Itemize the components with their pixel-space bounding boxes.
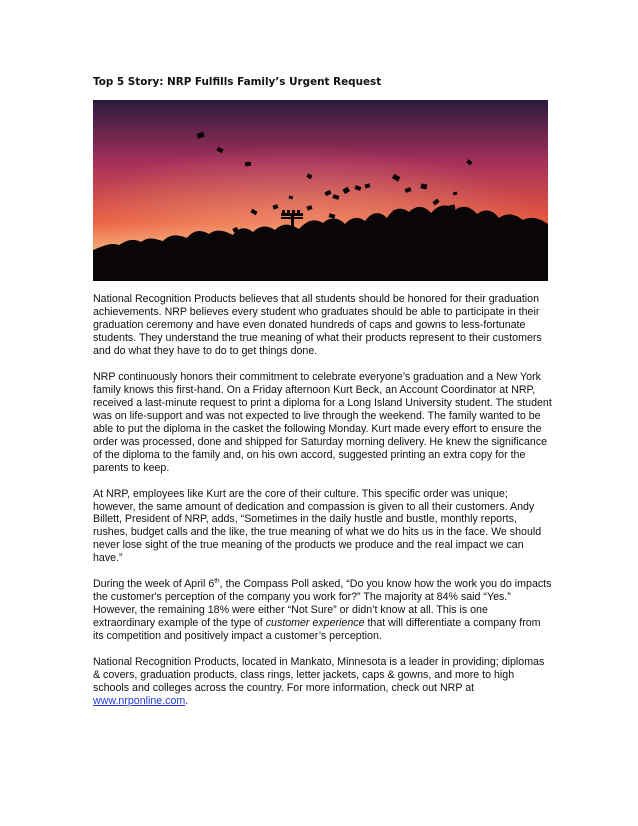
text-line: Billett, President of NRP, adds, “Sometimes in the daily hustle and bustle, monthly reports,	[93, 513, 517, 526]
text-line: achievements. NRP believes every student who graduates should be able to participate in their	[93, 305, 540, 318]
link-period: .	[185, 695, 189, 708]
text-line: parents to keep.	[93, 461, 170, 474]
graduation-caps-photo	[93, 100, 548, 281]
text-line: family knows this first-hand. On a Friday afternoon Kurt Beck, an Account Coordinator at NRP,	[93, 383, 536, 396]
website-link[interactable]: www.nrponline.com	[93, 695, 186, 708]
text-line: the customer's perception of the company you work for?” The majority at 84% said “Yes.”	[93, 591, 511, 604]
text-line: & covers, graduation products, class rings, letter jackets, caps & gowns, and more to high	[93, 669, 515, 682]
article-title: Top 5 Story: NRP Fulfills Family’s Urgent Request	[93, 76, 382, 88]
text-line	[93, 578, 553, 591]
text-line	[93, 617, 553, 630]
text-line: its competition and positively impact a customer’s perception.	[93, 630, 382, 643]
paragraph-intro	[93, 293, 553, 358]
ordinal-suffix: th	[214, 577, 220, 585]
text-line: able to put the diploma in the casket the following Monday. Kurt made every effort to ensure the	[93, 422, 542, 435]
sunset-sky-image	[93, 100, 548, 281]
paragraph-company	[93, 656, 553, 708]
text-line: received a last-minute request to print a diploma for a Long Island University student. The student	[93, 396, 552, 409]
text-line: of the diploma to the family and, on his own accord, suggested printing an extra copy for the	[93, 448, 526, 461]
article-body	[93, 293, 553, 721]
text-line: However, the remaining 18% were either “Not Sure” or didn’t know at all. This is one	[93, 604, 488, 617]
text-line: have.”	[93, 552, 123, 565]
text-line: National Recognition Products believes that all students should be honored for their graduation	[93, 293, 540, 305]
emphasis-pre: extraordinary example of the type of	[93, 617, 266, 630]
text-line: never lose sight of the true meaning of the products we produce and the real impact we can	[93, 539, 524, 552]
text-line: At NRP, employees like Kurt are the core of their culture. This specific order was unique;	[93, 487, 508, 500]
text-line: schools and colleges across the country. For more information, check out NRP at	[93, 682, 475, 695]
paragraph-poll	[93, 578, 553, 643]
text-line	[93, 695, 553, 708]
text-line: rushes, budget calls and the like, the true meaning of what we do hits us in the face. We should	[93, 526, 542, 539]
emphasis-post: that will differentiate a company from	[364, 617, 541, 630]
text-line: NRP continuously honors their commitment to celebrate everyone’s graduation and a New York	[93, 370, 541, 383]
text-line: however, the same amount of dedication and compassion is given to all their customers. Andy	[93, 500, 535, 513]
emphasis-text: customer experience	[265, 617, 365, 630]
text-line: order was processed, done and shipped for Saturday morning delivery. He knew the significance	[93, 435, 548, 448]
text-line: National Recognition Products, located in Mankato, Minnesota is a leader in providing; diplomas	[93, 656, 545, 669]
text-line: and do what they have to do to get things done.	[93, 344, 318, 357]
text-line: graduation ceremony and have even donated hundreds of caps and gowns to less-fortunate	[93, 318, 526, 331]
paragraph-story	[93, 371, 553, 475]
poll-text-post: , the Compass Poll asked, “Do you know how the work you do impacts	[219, 578, 552, 591]
text-line: students. They understand the true meaning of what their products represent to their customers	[93, 331, 542, 344]
poll-text-pre: During the week of April 6	[93, 578, 215, 591]
text-line: was on life-support and was not expected to live through the weekend. The family wanted to be	[93, 409, 541, 422]
paragraph-culture	[93, 488, 553, 566]
